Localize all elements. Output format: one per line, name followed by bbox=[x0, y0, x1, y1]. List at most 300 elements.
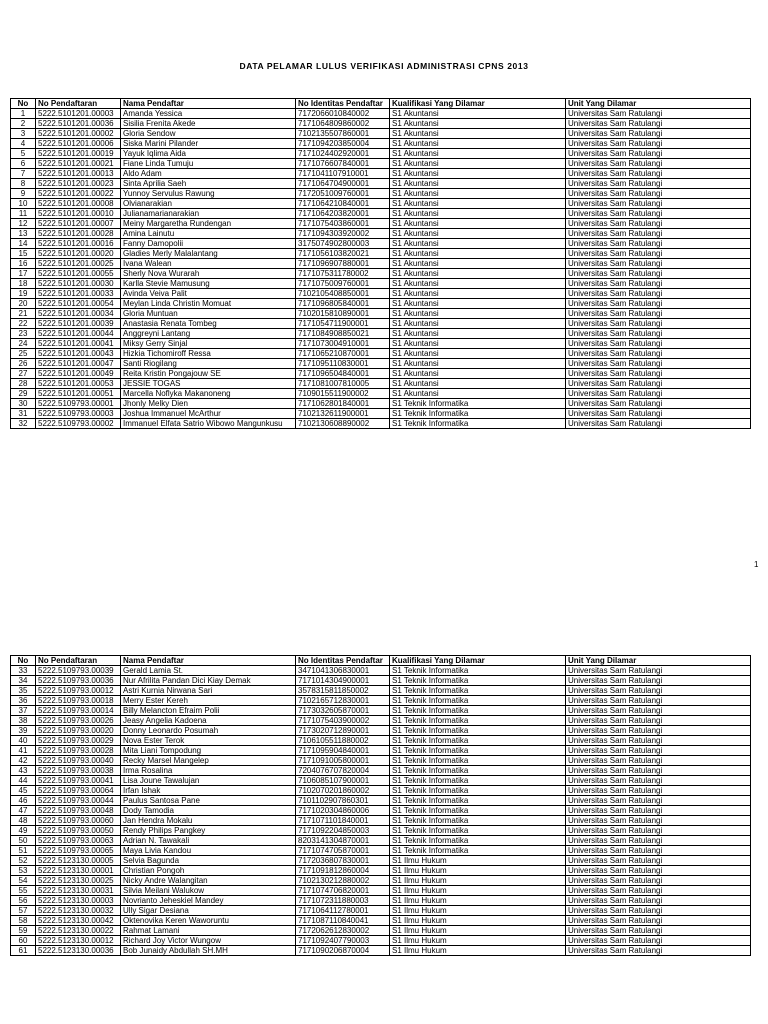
cell-kualifikasi: S1 Teknik Informatika bbox=[390, 846, 566, 856]
cell-kualifikasi: S1 Teknik Informatika bbox=[390, 746, 566, 756]
cell-kualifikasi: S1 Akuntansi bbox=[390, 149, 566, 159]
cell-nama-pendaftar: Donny Leonardo Posumah bbox=[121, 726, 296, 736]
cell-kualifikasi: S1 Akuntansi bbox=[390, 169, 566, 179]
cell-no-pendaftaran: 5222.5101201.00020 bbox=[36, 249, 121, 259]
cell-no-identitas: 7171075403860001 bbox=[296, 219, 390, 229]
cell-unit: Universitas Sam Ratulangi bbox=[566, 816, 751, 826]
cell-kualifikasi: S1 Teknik Informatika bbox=[390, 816, 566, 826]
cell-nama-pendaftar: Irma Rosalina bbox=[121, 766, 296, 776]
table-row bbox=[11, 419, 751, 429]
cell-nama-pendaftar: Gloria Sendow bbox=[121, 129, 296, 139]
cell-no-pendaftaran: 5222.5123130.00001 bbox=[36, 866, 121, 876]
table-row bbox=[11, 209, 751, 219]
cell-no-pendaftaran: 5222.5109793.00038 bbox=[36, 766, 121, 776]
cell-no-identitas: 7171095110830001 bbox=[296, 359, 390, 369]
cell-kualifikasi: S1 Akuntansi bbox=[390, 239, 566, 249]
cell-no-identitas: 7102015810890001 bbox=[296, 309, 390, 319]
table-row bbox=[11, 856, 751, 866]
cell-unit: Universitas Sam Ratulangi bbox=[566, 219, 751, 229]
cell-no: 13 bbox=[11, 229, 36, 239]
cell-unit: Universitas Sam Ratulangi bbox=[566, 776, 751, 786]
cell-kualifikasi: S1 Akuntansi bbox=[390, 309, 566, 319]
cell-no: 39 bbox=[11, 726, 36, 736]
cell-unit: Universitas Sam Ratulangi bbox=[566, 309, 751, 319]
cell-kualifikasi: S1 Teknik Informatika bbox=[390, 726, 566, 736]
cell-kualifikasi: S1 Teknik Informatika bbox=[390, 756, 566, 766]
cell-nama-pendaftar: JESSIE TOGAS bbox=[121, 379, 296, 389]
cell-kualifikasi: S1 Akuntansi bbox=[390, 349, 566, 359]
cell-nama-pendaftar: Ivana Walean bbox=[121, 259, 296, 269]
cell-no: 34 bbox=[11, 676, 36, 686]
cell-unit: Universitas Sam Ratulangi bbox=[566, 109, 751, 119]
table-row bbox=[11, 806, 751, 816]
table-row bbox=[11, 926, 751, 936]
cell-no: 6 bbox=[11, 159, 36, 169]
cell-kualifikasi: S1 Akuntansi bbox=[390, 249, 566, 259]
cell-no-pendaftaran: 5222.5101201.00034 bbox=[36, 309, 121, 319]
cell-no-pendaftaran: 5222.5109793.00063 bbox=[36, 836, 121, 846]
cell-kualifikasi: S1 Akuntansi bbox=[390, 229, 566, 239]
table-header-row bbox=[11, 99, 751, 109]
cell-no-identitas: 7171064112780001 bbox=[296, 906, 390, 916]
cell-nama-pendaftar: Santi Riogilang bbox=[121, 359, 296, 369]
cell-no-pendaftaran: 5222.5123130.00022 bbox=[36, 926, 121, 936]
cell-no: 22 bbox=[11, 319, 36, 329]
header-no: No bbox=[11, 656, 36, 666]
table-row bbox=[11, 289, 751, 299]
cell-no-pendaftaran: 5222.5101201.00007 bbox=[36, 219, 121, 229]
cell-kualifikasi: S1 Ilmu Hukum bbox=[390, 926, 566, 936]
cell-no-pendaftaran: 5222.5101201.00054 bbox=[36, 299, 121, 309]
cell-no-pendaftaran: 5222.5109793.00029 bbox=[36, 736, 121, 746]
table-row bbox=[11, 776, 751, 786]
cell-unit: Universitas Sam Ratulangi bbox=[566, 706, 751, 716]
cell-unit: Universitas Sam Ratulangi bbox=[566, 806, 751, 816]
cell-no-pendaftaran: 5222.5109793.00044 bbox=[36, 796, 121, 806]
cell-no: 15 bbox=[11, 249, 36, 259]
header-nama-pendaftar: Nama Pendaftar bbox=[121, 656, 296, 666]
cell-nama-pendaftar: Fiane Linda Tumuju bbox=[121, 159, 296, 169]
table-row bbox=[11, 199, 751, 209]
cell-no-identitas: 7102070201860002 bbox=[296, 786, 390, 796]
cell-kualifikasi: S1 Teknik Informatika bbox=[390, 786, 566, 796]
cell-no-identitas: 7171092204850003 bbox=[296, 826, 390, 836]
cell-no-pendaftaran: 5222.5101201.00003 bbox=[36, 109, 121, 119]
cell-no: 43 bbox=[11, 766, 36, 776]
cell-nama-pendaftar: Richard Joy Victor Wungow bbox=[121, 936, 296, 946]
table-row bbox=[11, 796, 751, 806]
cell-no: 10 bbox=[11, 199, 36, 209]
cell-unit: Universitas Sam Ratulangi bbox=[566, 716, 751, 726]
cell-no-identitas: 7171064210840001 bbox=[296, 199, 390, 209]
cell-unit: Universitas Sam Ratulangi bbox=[566, 906, 751, 916]
cell-unit: Universitas Sam Ratulangi bbox=[566, 846, 751, 856]
table-row bbox=[11, 816, 751, 826]
cell-unit: Universitas Sam Ratulangi bbox=[566, 199, 751, 209]
cell-unit: Universitas Sam Ratulangi bbox=[566, 736, 751, 746]
cell-nama-pendaftar: Sherly Nova Wurarah bbox=[121, 269, 296, 279]
cell-no-pendaftaran: 5222.5123130.00025 bbox=[36, 876, 121, 886]
cell-no-identitas: 7101102907860301 bbox=[296, 796, 390, 806]
cell-kualifikasi: S1 Akuntansi bbox=[390, 219, 566, 229]
cell-unit: Universitas Sam Ratulangi bbox=[566, 379, 751, 389]
cell-nama-pendaftar: Nicky Andre Walangitan bbox=[121, 876, 296, 886]
cell-no: 53 bbox=[11, 866, 36, 876]
cell-unit: Universitas Sam Ratulangi bbox=[566, 926, 751, 936]
table-row bbox=[11, 666, 751, 676]
cell-unit: Universitas Sam Ratulangi bbox=[566, 726, 751, 736]
cell-no: 20 bbox=[11, 299, 36, 309]
cell-no-pendaftaran: 5222.5101201.00013 bbox=[36, 169, 121, 179]
cell-kualifikasi: S1 Ilmu Hukum bbox=[390, 906, 566, 916]
cell-kualifikasi: S1 Akuntansi bbox=[390, 329, 566, 339]
cell-unit: Universitas Sam Ratulangi bbox=[566, 856, 751, 866]
table-row bbox=[11, 746, 751, 756]
cell-no-identitas: 7172036807830001 bbox=[296, 856, 390, 866]
cell-kualifikasi: S1 Teknik Informatika bbox=[390, 686, 566, 696]
cell-no-identitas: 7171014304900001 bbox=[296, 676, 390, 686]
cell-nama-pendaftar: Paulus Santosa Pane bbox=[121, 796, 296, 806]
cell-no-identitas: 7171081007810005 bbox=[296, 379, 390, 389]
cell-unit: Universitas Sam Ratulangi bbox=[566, 349, 751, 359]
cell-nama-pendaftar: Fanny Damopolii bbox=[121, 239, 296, 249]
table-row bbox=[11, 886, 751, 896]
table-row bbox=[11, 279, 751, 289]
cell-no-pendaftaran: 5222.5101201.00006 bbox=[36, 139, 121, 149]
cell-unit: Universitas Sam Ratulangi bbox=[566, 209, 751, 219]
cell-nama-pendaftar: Rahmat Lamani bbox=[121, 926, 296, 936]
cell-nama-pendaftar: Jeasy Angelia Kadoena bbox=[121, 716, 296, 726]
cell-kualifikasi: S1 Akuntansi bbox=[390, 129, 566, 139]
cell-no-identitas: 7171071101840001 bbox=[296, 816, 390, 826]
cell-no-identitas: 7171090206870004 bbox=[296, 946, 390, 956]
cell-no: 61 bbox=[11, 946, 36, 956]
cell-unit: Universitas Sam Ratulangi bbox=[566, 389, 751, 399]
table-row bbox=[11, 696, 751, 706]
cell-no: 35 bbox=[11, 686, 36, 696]
cell-no: 55 bbox=[11, 886, 36, 896]
cell-nama-pendaftar: Hizkia Tichomiroff Ressa bbox=[121, 349, 296, 359]
cell-nama-pendaftar: Miksy Gerry Sinjal bbox=[121, 339, 296, 349]
cell-kualifikasi: S1 Akuntansi bbox=[390, 189, 566, 199]
document-title: DATA PELAMAR LULUS VERIFIKASI ADMINISTRASI CPNS 2013 bbox=[239, 61, 529, 71]
table-row bbox=[11, 169, 751, 179]
table-row bbox=[11, 269, 751, 279]
cell-unit: Universitas Sam Ratulangi bbox=[566, 746, 751, 756]
table-row bbox=[11, 379, 751, 389]
cell-kualifikasi: S1 Akuntansi bbox=[390, 269, 566, 279]
cell-unit: Universitas Sam Ratulangi bbox=[566, 329, 751, 339]
header-kualifikasi: Kualifikasi Yang Dilamar bbox=[390, 99, 566, 109]
cell-no-identitas: 7171095904840001 bbox=[296, 746, 390, 756]
cell-kualifikasi: S1 Akuntansi bbox=[390, 299, 566, 309]
cell-no-pendaftaran: 5222.5109793.00012 bbox=[36, 686, 121, 696]
cell-kualifikasi: S1 Teknik Informatika bbox=[390, 736, 566, 746]
cell-nama-pendaftar: Reita Kristin Pongajouw SE bbox=[121, 369, 296, 379]
table-row bbox=[11, 826, 751, 836]
cell-kualifikasi: S1 Teknik Informatika bbox=[390, 696, 566, 706]
applicant-table-page-2 bbox=[10, 655, 751, 956]
cell-unit: Universitas Sam Ratulangi bbox=[566, 676, 751, 686]
cell-nama-pendaftar: Nur Afrilita Pandan Dici Kiay Demak bbox=[121, 676, 296, 686]
cell-kualifikasi: S1 Ilmu Hukum bbox=[390, 936, 566, 946]
cell-no-identitas: 7102165712830001 bbox=[296, 696, 390, 706]
cell-no-pendaftaran: 5222.5109793.00001 bbox=[36, 399, 121, 409]
cell-no-pendaftaran: 5222.5101201.00022 bbox=[36, 189, 121, 199]
cell-kualifikasi: S1 Teknik Informatika bbox=[390, 826, 566, 836]
cell-no-identitas: 7173020712890001 bbox=[296, 726, 390, 736]
table-row bbox=[11, 109, 751, 119]
cell-kualifikasi: S1 Akuntansi bbox=[390, 159, 566, 169]
cell-kualifikasi: S1 Ilmu Hukum bbox=[390, 886, 566, 896]
table-row bbox=[11, 239, 751, 249]
cell-no: 29 bbox=[11, 389, 36, 399]
cell-nama-pendaftar: Irfan Ishak bbox=[121, 786, 296, 796]
cell-no: 60 bbox=[11, 936, 36, 946]
header-no-identitas: No Identitas Pendaftar bbox=[296, 656, 390, 666]
cell-no: 2 bbox=[11, 119, 36, 129]
cell-no-pendaftaran: 5222.5101201.00043 bbox=[36, 349, 121, 359]
cell-unit: Universitas Sam Ratulangi bbox=[566, 916, 751, 926]
cell-no-identitas: 7171041107910001 bbox=[296, 169, 390, 179]
cell-no-pendaftaran: 5222.5109793.00028 bbox=[36, 746, 121, 756]
cell-no-pendaftaran: 5222.5109793.00018 bbox=[36, 696, 121, 706]
cell-unit: Universitas Sam Ratulangi bbox=[566, 279, 751, 289]
cell-no-identitas: 7204076707820004 bbox=[296, 766, 390, 776]
cell-unit: Universitas Sam Ratulangi bbox=[566, 876, 751, 886]
cell-unit: Universitas Sam Ratulangi bbox=[566, 866, 751, 876]
cell-unit: Universitas Sam Ratulangi bbox=[566, 249, 751, 259]
cell-unit: Universitas Sam Ratulangi bbox=[566, 886, 751, 896]
cell-nama-pendaftar: Jhonly Melky Dien bbox=[121, 399, 296, 409]
cell-no-identitas: 7171074705870001 bbox=[296, 846, 390, 856]
header-unit: Unit Yang Dilamar bbox=[566, 99, 751, 109]
cell-no-identitas: 7171096907880001 bbox=[296, 259, 390, 269]
cell-unit: Universitas Sam Ratulangi bbox=[566, 686, 751, 696]
cell-kualifikasi: S1 Ilmu Hukum bbox=[390, 896, 566, 906]
cell-no-identitas: 7171087110840041 bbox=[296, 916, 390, 926]
table-header-row bbox=[11, 656, 751, 666]
cell-no: 56 bbox=[11, 896, 36, 906]
cell-nama-pendaftar: Lisa Joune Tawalujan bbox=[121, 776, 296, 786]
cell-kualifikasi: S1 Ilmu Hukum bbox=[390, 856, 566, 866]
cell-no: 33 bbox=[11, 666, 36, 676]
table-row bbox=[11, 726, 751, 736]
table-row bbox=[11, 686, 751, 696]
cell-no-identitas: 7171094203850004 bbox=[296, 139, 390, 149]
cell-kualifikasi: S1 Teknik Informatika bbox=[390, 766, 566, 776]
cell-no-identitas: 7171096504840001 bbox=[296, 369, 390, 379]
cell-nama-pendaftar: Julianamarianarakian bbox=[121, 209, 296, 219]
cell-no-identitas: 7171091812860004 bbox=[296, 866, 390, 876]
cell-kualifikasi: S1 Akuntansi bbox=[390, 279, 566, 289]
cell-kualifikasi: S1 Akuntansi bbox=[390, 389, 566, 399]
cell-nama-pendaftar: Meylan Linda Christin Momuat bbox=[121, 299, 296, 309]
cell-no-identitas: 7171062801840001 bbox=[296, 399, 390, 409]
cell-no: 57 bbox=[11, 906, 36, 916]
table-row bbox=[11, 349, 751, 359]
header-no: No bbox=[11, 99, 36, 109]
cell-no-pendaftaran: 5222.5109793.00036 bbox=[36, 676, 121, 686]
cell-unit: Universitas Sam Ratulangi bbox=[566, 399, 751, 409]
cell-nama-pendaftar: Maya Livia Kandou bbox=[121, 846, 296, 856]
cell-no-pendaftaran: 5222.5109793.00003 bbox=[36, 409, 121, 419]
table-row bbox=[11, 139, 751, 149]
cell-no-pendaftaran: 5222.5109793.00039 bbox=[36, 666, 121, 676]
cell-nama-pendaftar: Amina Lainutu bbox=[121, 229, 296, 239]
cell-no-identitas: 7171065210870001 bbox=[296, 349, 390, 359]
cell-no-identitas: 7171096805840001 bbox=[296, 299, 390, 309]
cell-no: 21 bbox=[11, 309, 36, 319]
table-row bbox=[11, 319, 751, 329]
cell-no: 18 bbox=[11, 279, 36, 289]
cell-no: 4 bbox=[11, 139, 36, 149]
cell-kualifikasi: S1 Teknik Informatika bbox=[390, 409, 566, 419]
cell-kualifikasi: S1 Akuntansi bbox=[390, 359, 566, 369]
cell-nama-pendaftar: Anastasia Renata Tombeg bbox=[121, 319, 296, 329]
cell-no-pendaftaran: 5222.5101201.00039 bbox=[36, 319, 121, 329]
cell-nama-pendaftar: Novrianto Jeheskiel Mandey bbox=[121, 896, 296, 906]
cell-no-identitas: 7171094303920002 bbox=[296, 229, 390, 239]
cell-kualifikasi: S1 Akuntansi bbox=[390, 339, 566, 349]
cell-no-identitas: 7171024402920001 bbox=[296, 149, 390, 159]
cell-nama-pendaftar: Recky Marsel Mangelep bbox=[121, 756, 296, 766]
cell-no-pendaftaran: 5222.5101201.00041 bbox=[36, 339, 121, 349]
cell-no-pendaftaran: 5222.5123130.00032 bbox=[36, 906, 121, 916]
table-row bbox=[11, 259, 751, 269]
cell-nama-pendaftar: Karlla Stevie Mamusung bbox=[121, 279, 296, 289]
table-row bbox=[11, 766, 751, 776]
cell-no-pendaftaran: 5222.5101201.00047 bbox=[36, 359, 121, 369]
cell-kualifikasi: S1 Teknik Informatika bbox=[390, 706, 566, 716]
cell-no-pendaftaran: 5222.5109793.00064 bbox=[36, 786, 121, 796]
table-row bbox=[11, 389, 751, 399]
cell-unit: Universitas Sam Ratulangi bbox=[566, 369, 751, 379]
table-row bbox=[11, 249, 751, 259]
cell-no-pendaftaran: 5222.5101201.00055 bbox=[36, 269, 121, 279]
cell-kualifikasi: S1 Akuntansi bbox=[390, 369, 566, 379]
cell-kualifikasi: S1 Akuntansi bbox=[390, 199, 566, 209]
cell-kualifikasi: S1 Akuntansi bbox=[390, 289, 566, 299]
cell-unit: Universitas Sam Ratulangi bbox=[566, 289, 751, 299]
table-row bbox=[11, 129, 751, 139]
cell-no-pendaftaran: 5222.5101201.00049 bbox=[36, 369, 121, 379]
cell-nama-pendaftar: Mita Liani Tompodung bbox=[121, 746, 296, 756]
cell-no: 59 bbox=[11, 926, 36, 936]
cell-no-identitas: 7171064203820001 bbox=[296, 209, 390, 219]
cell-nama-pendaftar: Siska Marini Pilander bbox=[121, 139, 296, 149]
cell-kualifikasi: S1 Akuntansi bbox=[390, 379, 566, 389]
cell-no-pendaftaran: 5222.5101201.00036 bbox=[36, 119, 121, 129]
cell-no-pendaftaran: 5222.5101201.00053 bbox=[36, 379, 121, 389]
cell-kualifikasi: S1 Ilmu Hukum bbox=[390, 866, 566, 876]
cell-nama-pendaftar: Meiny Margaretha Rundengan bbox=[121, 219, 296, 229]
cell-no-identitas: 7172051009760001 bbox=[296, 189, 390, 199]
cell-unit: Universitas Sam Ratulangi bbox=[566, 766, 751, 776]
cell-nama-pendaftar: Silvia Meilani Walukow bbox=[121, 886, 296, 896]
cell-kualifikasi: S1 Akuntansi bbox=[390, 179, 566, 189]
cell-kualifikasi: S1 Akuntansi bbox=[390, 109, 566, 119]
cell-no: 1 bbox=[11, 109, 36, 119]
cell-no-pendaftaran: 5222.5123130.00036 bbox=[36, 946, 121, 956]
cell-nama-pendaftar: Yunnoy Servulus Rawung bbox=[121, 189, 296, 199]
table-row bbox=[11, 866, 751, 876]
cell-no-pendaftaran: 5222.5109793.00020 bbox=[36, 726, 121, 736]
cell-kualifikasi: S1 Akuntansi bbox=[390, 139, 566, 149]
cell-unit: Universitas Sam Ratulangi bbox=[566, 896, 751, 906]
cell-unit: Universitas Sam Ratulangi bbox=[566, 259, 751, 269]
cell-no-identitas: 7171054711900001 bbox=[296, 319, 390, 329]
cell-no-identitas: 7171075311780002 bbox=[296, 269, 390, 279]
table-row bbox=[11, 836, 751, 846]
table-row bbox=[11, 369, 751, 379]
cell-no: 25 bbox=[11, 349, 36, 359]
table-row bbox=[11, 936, 751, 946]
cell-no-pendaftaran: 5222.5101201.00044 bbox=[36, 329, 121, 339]
cell-no-identitas: 7106085107900001 bbox=[296, 776, 390, 786]
cell-no-pendaftaran: 5222.5101201.00033 bbox=[36, 289, 121, 299]
header-no-pendaftaran: No Pendaftaran bbox=[36, 99, 121, 109]
cell-nama-pendaftar: Billy Melancton Efraim Polii bbox=[121, 706, 296, 716]
cell-no: 23 bbox=[11, 329, 36, 339]
cell-unit: Universitas Sam Ratulangi bbox=[566, 119, 751, 129]
cell-no: 46 bbox=[11, 796, 36, 806]
cell-kualifikasi: S1 Akuntansi bbox=[390, 209, 566, 219]
cell-no: 8 bbox=[11, 179, 36, 189]
cell-no-pendaftaran: 5222.5109793.00048 bbox=[36, 806, 121, 816]
cell-nama-pendaftar: Dody Tamodia bbox=[121, 806, 296, 816]
cell-nama-pendaftar: Gladies Merly Malalantang bbox=[121, 249, 296, 259]
table-row bbox=[11, 119, 751, 129]
cell-nama-pendaftar: Merry Ester Kereh bbox=[121, 696, 296, 706]
cell-no: 50 bbox=[11, 836, 36, 846]
cell-no-pendaftaran: 5222.5109793.00060 bbox=[36, 816, 121, 826]
cell-kualifikasi: S1 Teknik Informatika bbox=[390, 666, 566, 676]
cell-no-identitas: 7102132611900001 bbox=[296, 409, 390, 419]
cell-nama-pendaftar: Gloria Muntuan bbox=[121, 309, 296, 319]
cell-nama-pendaftar: Joshua Immanuel McArthur bbox=[121, 409, 296, 419]
cell-no-pendaftaran: 5222.5109793.00050 bbox=[36, 826, 121, 836]
header-unit: Unit Yang Dilamar bbox=[566, 656, 751, 666]
cell-no: 51 bbox=[11, 846, 36, 856]
cell-unit: Universitas Sam Ratulangi bbox=[566, 696, 751, 706]
cell-nama-pendaftar: Amanda Yessica bbox=[121, 109, 296, 119]
table-row bbox=[11, 399, 751, 409]
cell-unit: Universitas Sam Ratulangi bbox=[566, 129, 751, 139]
cell-no-pendaftaran: 5222.5101201.00016 bbox=[36, 239, 121, 249]
table-row bbox=[11, 786, 751, 796]
cell-unit: Universitas Sam Ratulangi bbox=[566, 239, 751, 249]
cell-nama-pendaftar: Sisilia Frenita Akede bbox=[121, 119, 296, 129]
cell-kualifikasi: S1 Teknik Informatika bbox=[390, 776, 566, 786]
cell-no-pendaftaran: 5222.5123130.00012 bbox=[36, 936, 121, 946]
cell-no-pendaftaran: 5222.5109793.00014 bbox=[36, 706, 121, 716]
cell-kualifikasi: S1 Teknik Informatika bbox=[390, 796, 566, 806]
cell-no: 41 bbox=[11, 746, 36, 756]
cell-no-identitas: 7171056103820021 bbox=[296, 249, 390, 259]
cell-nama-pendaftar: Adrian N. Tawakali bbox=[121, 836, 296, 846]
cell-no: 36 bbox=[11, 696, 36, 706]
cell-unit: Universitas Sam Ratulangi bbox=[566, 339, 751, 349]
cell-no-identitas: 7171076607840001 bbox=[296, 159, 390, 169]
cell-no-identitas: 7102130608890002 bbox=[296, 419, 390, 429]
cell-unit: Universitas Sam Ratulangi bbox=[566, 836, 751, 846]
cell-no-identitas: 7173032605870001 bbox=[296, 706, 390, 716]
table-row bbox=[11, 906, 751, 916]
cell-no-identitas: 7171091005800001 bbox=[296, 756, 390, 766]
cell-no-identitas: 7102105408850001 bbox=[296, 289, 390, 299]
cell-no-identitas: 7171075009760001 bbox=[296, 279, 390, 289]
